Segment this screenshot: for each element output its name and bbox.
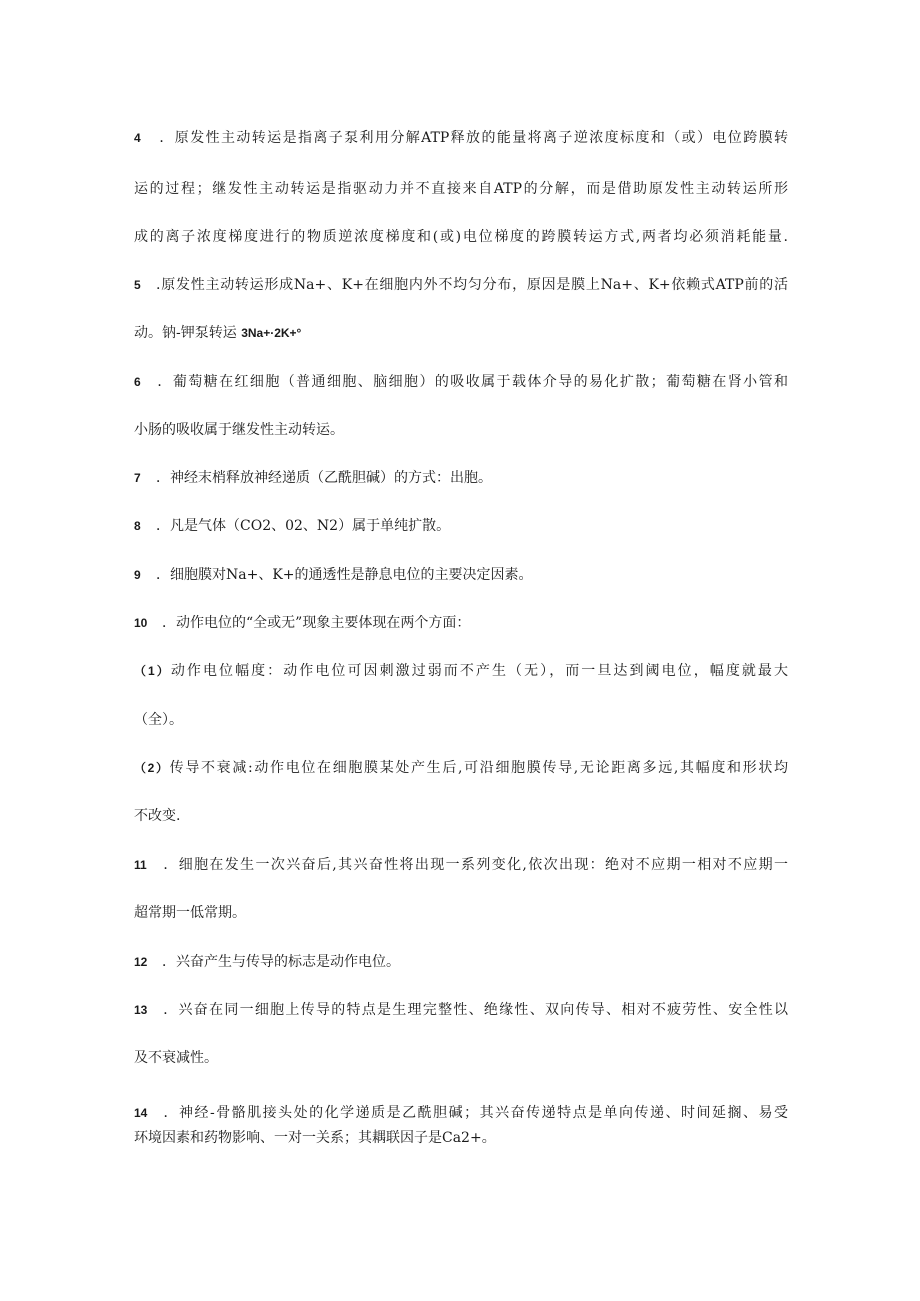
- sub-item-marker: （1）: [134, 664, 171, 678]
- item-6-line-2: 小肠的吸收属于继发性主动转运。: [134, 422, 344, 438]
- item-text: 动。钠-钾泵转运: [134, 325, 242, 341]
- item-4-line-3: 成的离子浓度梯度进行的物质逆浓度梯度和(或)电位梯度的跨膜转运方式,两者均必须消耗能量.: [134, 229, 788, 245]
- item-number: 10: [134, 616, 148, 630]
- item-8-line-1: [134, 516, 788, 536]
- item-text: ．兴奋产生与传导的标志是动作电位。: [162, 954, 400, 970]
- item-14-line-2: 环境因素和药物影响、一对一关系；其耦联因子是Ca2+。: [134, 1130, 496, 1146]
- item-11-line-1: [134, 855, 788, 875]
- item-text: ．神经末梢释放神经递质（乙酰胆碱）的方式：出胞。: [156, 470, 492, 486]
- item-5-line-2: [134, 323, 788, 343]
- item-text: 传导不衰减:动作电位在细胞膜某处产生后,可沿细胞膜传导,无论距离多远,其幅度和形状均: [169, 760, 788, 776]
- sub-item-marker: （2）: [134, 761, 170, 775]
- item-14-line-1: [134, 1103, 788, 1123]
- item-6-line-1: [134, 372, 788, 392]
- item-5-line-1: [134, 275, 788, 295]
- item-7-line-1: [134, 468, 788, 488]
- item-4-line-2: 运的过程；继发性主动转运是指驱动力并不直接来自ATP的分解，而是借助原发性主动转运所形: [134, 181, 788, 197]
- item-number: 6: [134, 375, 141, 389]
- item-number: 12: [134, 955, 148, 969]
- item-9-line-1: [134, 565, 788, 585]
- item-10-sub-2-line-2: 不改变.: [134, 808, 181, 824]
- item-text: ．细胞在发生一次兴奋后,其兴奋性将出现一系列变化,依次出现：绝对不应期一相对不应期一: [162, 857, 788, 873]
- item-text: 动作电位幅度：动作电位可因刺激过弱而不产生（无），而一旦达到阈电位，幅度就最大: [170, 663, 788, 679]
- item-text: ．细胞膜对Na+、K+的通透性是静息电位的主要决定因素。: [156, 567, 533, 583]
- item-number: 14: [134, 1106, 148, 1120]
- item-text: ．动作电位的“全或无”现象主要体现在两个方面：: [162, 615, 471, 631]
- ion-formula: 3Na+·2K+°: [241, 326, 302, 340]
- item-text: ．原发性主动转运是指离子泵利用分解ATP释放的能量将离子逆浓度标度和（或）电位跨膜转: [158, 130, 788, 146]
- item-13-line-2: 及不衰减性。: [134, 1050, 218, 1066]
- item-number: 9: [134, 568, 141, 582]
- item-10-sub-1-line-1: [134, 661, 788, 681]
- item-10-line-1: [134, 613, 788, 633]
- item-text: ．凡是气体（CO2、02、N2）属于单纯扩散。: [156, 518, 451, 534]
- item-text: ．神经-骨骼肌接头处的化学递质是乙酰胆碱；其兴奋传递特点是单向传递、时间延搁、易受: [162, 1105, 788, 1121]
- item-13-line-1: [134, 1000, 788, 1020]
- item-text: .原发性主动转运形成Na+、K+在细胞内外不均匀分布，原因是膜上Na+、K+依赖式ATP前的活: [156, 277, 788, 293]
- item-number: 11: [134, 858, 147, 872]
- item-number: 4: [134, 131, 141, 145]
- item-4-line-1: [134, 128, 788, 148]
- item-11-line-2: 超常期一低常期。: [134, 905, 246, 921]
- item-number: 13: [134, 1003, 148, 1017]
- item-10-sub-1-line-2: （全）。: [134, 712, 183, 728]
- item-number: 5: [134, 278, 141, 292]
- item-number: 7: [134, 471, 141, 485]
- item-text: ．兴奋在同一细胞上传导的特点是生理完整性、绝缘性、双向传导、相对不疲劳性、安全性以: [162, 1002, 788, 1018]
- item-12-line-1: [134, 952, 788, 972]
- item-number: 8: [134, 519, 141, 533]
- item-text: ．葡萄糖在红细胞（普通细胞、脑细胞）的吸收属于载体介导的易化扩散；葡萄糖在肾小管和: [156, 374, 788, 390]
- item-10-sub-2-line-1: [134, 758, 788, 778]
